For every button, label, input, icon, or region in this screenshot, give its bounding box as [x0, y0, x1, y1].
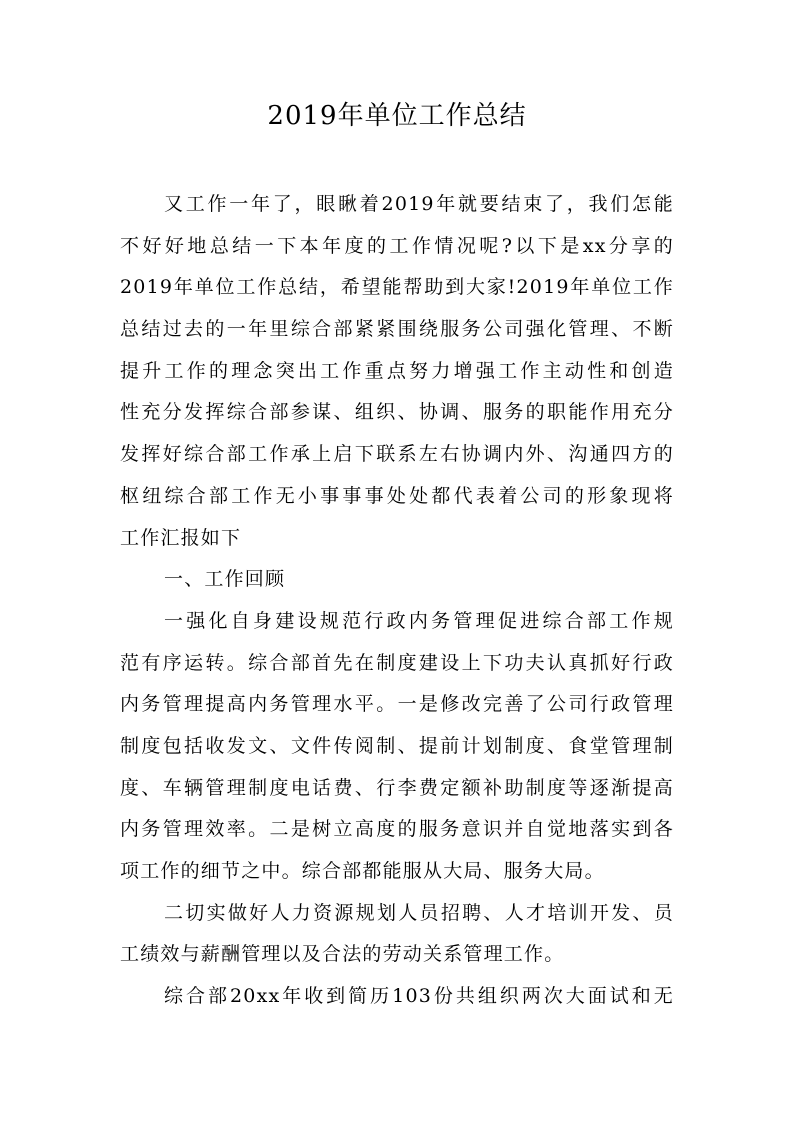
- text-line: 内务管理提高内务管理水平。一是修改完善了公司行政管理: [120, 693, 674, 716]
- text-line: 范有序运转。综合部首先在制度建设上下功夫认真抓好行政: [120, 651, 674, 674]
- text-line: 度、车辆管理制度电话费、行李费定额补助制度等逐渐提高: [120, 776, 674, 799]
- text-line: 二切实做好人力资源规划人员招聘、人才培训开发、员: [164, 901, 674, 924]
- text-line: 枢纽综合部工作无小事事事处处都代表着公司的形象现将: [120, 484, 674, 507]
- text-line: 工作汇报如下: [120, 526, 242, 549]
- text-line: 提升工作的理念突出工作重点努力增强工作主动性和创造: [120, 359, 674, 382]
- text-line: 制度包括收发文、文件传阅制、提前计划制度、食堂管理制: [120, 734, 674, 757]
- document-body: [120, 184, 674, 1018]
- text-line: 性充分发挥综合部参谋、组织、协调、服务的职能作用充分: [120, 401, 674, 424]
- text-line: 综合部20xx年收到简历103份共组织两次大面试和无: [164, 985, 674, 1008]
- text-line: 发挥好综合部工作承上启下联系左右协调内外、沟通四方的: [120, 443, 674, 466]
- section-heading: 一、工作回顾: [164, 568, 286, 591]
- text-line: 总结过去的一年里综合部紧紧围绕服务公司强化管理、不断: [120, 318, 674, 341]
- text-line: 工绩效与薪酬管理以及合法的劳动关系管理工作。: [120, 943, 565, 966]
- text-line: 一强化自身建设规范行政内务管理促进综合部工作规: [164, 609, 674, 632]
- text-line: 内务管理效率。二是树立高度的服务意识并自觉地落实到各: [120, 818, 674, 841]
- text-line: 又工作一年了，眼瞅着2019年就要结束了，我们怎能: [164, 193, 674, 215]
- text-line: 2019年单位工作总结，希望能帮助到大家!2019年单位工作: [120, 276, 674, 299]
- text-line: 项工作的细节之中。综合部都能服从大局、服务大局。: [120, 860, 605, 882]
- document-title: 2019年单位工作总结: [267, 101, 527, 131]
- text-line: 不好好地总结一下本年度的工作情况呢?以下是xx分享的: [120, 234, 674, 257]
